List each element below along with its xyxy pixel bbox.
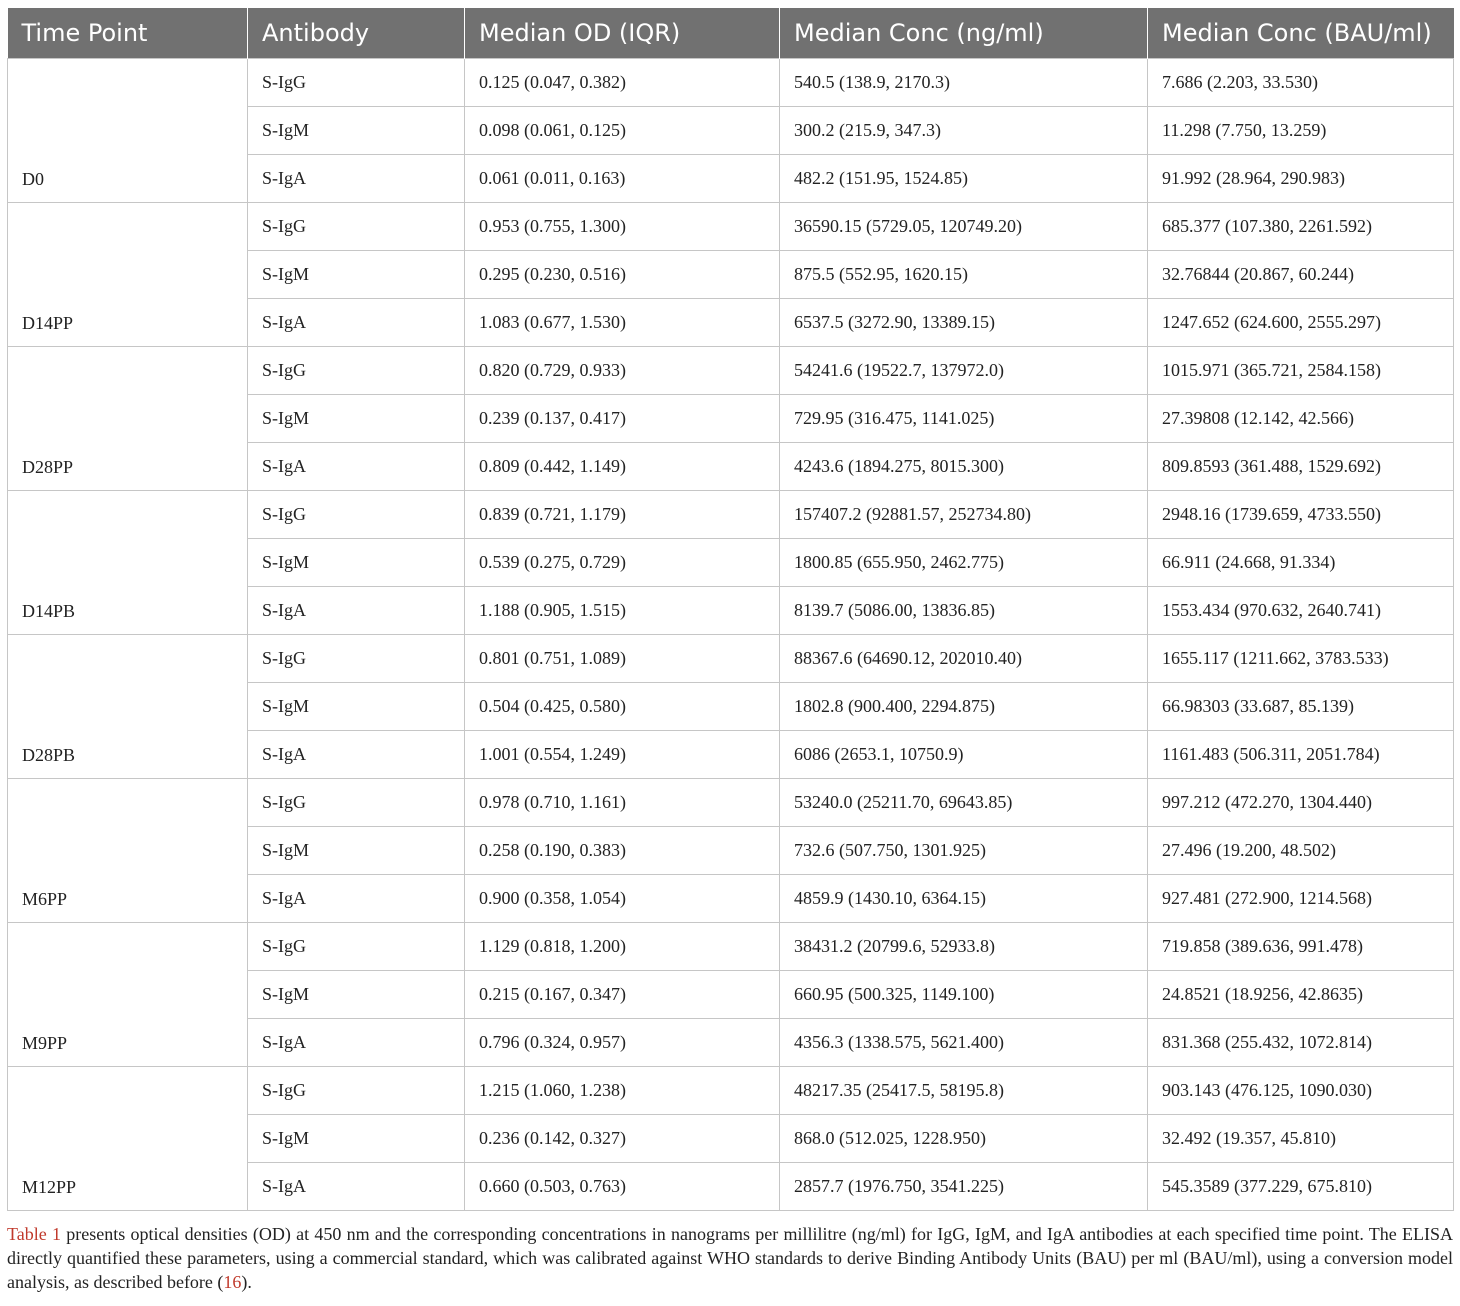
antibody-cell: S-IgA xyxy=(248,154,465,202)
median-od-cell: 0.539 (0.275, 0.729) xyxy=(465,538,780,586)
median-conc-bauml-cell: 1247.652 (624.600, 2555.297) xyxy=(1148,298,1454,346)
median-conc-bauml-cell: 1553.434 (970.632, 2640.741) xyxy=(1148,586,1454,634)
time-point-cell: D14PB xyxy=(8,490,248,634)
median-conc-bauml-cell: 1015.971 (365.721, 2584.158) xyxy=(1148,346,1454,394)
antibody-table xyxy=(7,8,1454,1211)
header-median-conc-ngml: Median Conc (ng/ml) xyxy=(780,8,1148,58)
median-od-cell: 0.098 (0.061, 0.125) xyxy=(465,106,780,154)
median-od-cell: 1.215 (1.060, 1.238) xyxy=(465,1066,780,1114)
median-conc-bauml-cell: 24.8521 (18.9256, 42.8635) xyxy=(1148,970,1454,1018)
header-median-conc-bauml: Median Conc (BAU/ml) xyxy=(1148,8,1454,58)
median-conc-ngml-cell: 660.95 (500.325, 1149.100) xyxy=(780,970,1148,1018)
antibody-cell: S-IgM xyxy=(248,538,465,586)
time-point-cell: D28PP xyxy=(8,346,248,490)
median-od-cell: 0.820 (0.729, 0.933) xyxy=(465,346,780,394)
median-od-cell: 0.061 (0.011, 0.163) xyxy=(465,154,780,202)
table-header-row xyxy=(8,8,1454,58)
time-point-cell: D14PP xyxy=(8,202,248,346)
median-conc-bauml-cell: 2948.16 (1739.659, 4733.550) xyxy=(1148,490,1454,538)
antibody-cell: S-IgM xyxy=(248,1114,465,1162)
median-conc-ngml-cell: 875.5 (552.95, 1620.15) xyxy=(780,250,1148,298)
table-row xyxy=(8,1066,1454,1114)
median-conc-bauml-cell: 32.492 (19.357, 45.810) xyxy=(1148,1114,1454,1162)
antibody-cell: S-IgM xyxy=(248,970,465,1018)
median-conc-bauml-cell: 685.377 (107.380, 2261.592) xyxy=(1148,202,1454,250)
time-point-cell: D0 xyxy=(8,58,248,202)
median-conc-bauml-cell: 831.368 (255.432, 1072.814) xyxy=(1148,1018,1454,1066)
antibody-cell: S-IgG xyxy=(248,58,465,106)
median-conc-bauml-cell: 1655.117 (1211.662, 3783.533) xyxy=(1148,634,1454,682)
antibody-cell: S-IgG xyxy=(248,1066,465,1114)
antibody-cell: S-IgG xyxy=(248,922,465,970)
median-conc-ngml-cell: 4356.3 (1338.575, 5621.400) xyxy=(780,1018,1148,1066)
table-body xyxy=(8,58,1454,1210)
median-conc-bauml-cell: 903.143 (476.125, 1090.030) xyxy=(1148,1066,1454,1114)
antibody-cell: S-IgM xyxy=(248,682,465,730)
median-conc-ngml-cell: 6086 (2653.1, 10750.9) xyxy=(780,730,1148,778)
table-link[interactable]: Table 1 xyxy=(7,1224,61,1244)
table-row xyxy=(8,490,1454,538)
median-od-cell: 0.215 (0.167, 0.347) xyxy=(465,970,780,1018)
reference-link[interactable]: 16 xyxy=(223,1272,242,1292)
median-conc-bauml-cell: 719.858 (389.636, 991.478) xyxy=(1148,922,1454,970)
median-conc-ngml-cell: 38431.2 (20799.6, 52933.8) xyxy=(780,922,1148,970)
antibody-cell: S-IgM xyxy=(248,826,465,874)
median-conc-ngml-cell: 4859.9 (1430.10, 6364.15) xyxy=(780,874,1148,922)
median-conc-bauml-cell: 32.76844 (20.867, 60.244) xyxy=(1148,250,1454,298)
antibody-cell: S-IgG xyxy=(248,634,465,682)
median-od-cell: 0.258 (0.190, 0.383) xyxy=(465,826,780,874)
table-row xyxy=(8,778,1454,826)
median-od-cell: 0.978 (0.710, 1.161) xyxy=(465,778,780,826)
table-row xyxy=(8,634,1454,682)
header-antibody: Antibody xyxy=(248,8,465,58)
median-conc-bauml-cell: 1161.483 (506.311, 2051.784) xyxy=(1148,730,1454,778)
median-od-cell: 1.001 (0.554, 1.249) xyxy=(465,730,780,778)
antibody-cell: S-IgA xyxy=(248,298,465,346)
median-od-cell: 0.236 (0.142, 0.327) xyxy=(465,1114,780,1162)
median-conc-ngml-cell: 88367.6 (64690.12, 202010.40) xyxy=(780,634,1148,682)
header-median-od: Median OD (IQR) xyxy=(465,8,780,58)
median-od-cell: 1.083 (0.677, 1.530) xyxy=(465,298,780,346)
antibody-cell: S-IgG xyxy=(248,490,465,538)
median-od-cell: 0.801 (0.751, 1.089) xyxy=(465,634,780,682)
table-row xyxy=(8,346,1454,394)
median-conc-bauml-cell: 927.481 (272.900, 1214.568) xyxy=(1148,874,1454,922)
antibody-cell: S-IgG xyxy=(248,346,465,394)
table-row xyxy=(8,922,1454,970)
median-od-cell: 0.839 (0.721, 1.179) xyxy=(465,490,780,538)
median-conc-ngml-cell: 2857.7 (1976.750, 3541.225) xyxy=(780,1162,1148,1210)
header-time-point: Time Point xyxy=(8,8,248,58)
time-point-cell: M12PP xyxy=(8,1066,248,1210)
table-caption xyxy=(7,1222,1453,1294)
median-od-cell: 0.953 (0.755, 1.300) xyxy=(465,202,780,250)
median-conc-bauml-cell: 66.911 (24.668, 91.334) xyxy=(1148,538,1454,586)
median-conc-ngml-cell: 4243.6 (1894.275, 8015.300) xyxy=(780,442,1148,490)
median-conc-ngml-cell: 540.5 (138.9, 2170.3) xyxy=(780,58,1148,106)
time-point-cell: M6PP xyxy=(8,778,248,922)
antibody-cell: S-IgM xyxy=(248,106,465,154)
median-conc-ngml-cell: 157407.2 (92881.57, 252734.80) xyxy=(780,490,1148,538)
median-conc-ngml-cell: 1802.8 (900.400, 2294.875) xyxy=(780,682,1148,730)
median-conc-ngml-cell: 53240.0 (25211.70, 69643.85) xyxy=(780,778,1148,826)
caption-text-a: presents optical densities (OD) at 450 nm and the corresponding concentrations in nanograms per millilitre (ng/ml) for IgG, IgM, and IgA antibodies at each specified time point. The ELISA directly quantified these parameters, using a commercial standard, which was calibrated against WHO standards to derive Binding Antibody Units (BAU) per ml (BAU/ml), using a conversion model analysis, as described before ( xyxy=(7,1224,1453,1292)
median-conc-bauml-cell: 7.686 (2.203, 33.530) xyxy=(1148,58,1454,106)
table-row xyxy=(8,58,1454,106)
median-conc-bauml-cell: 11.298 (7.750, 13.259) xyxy=(1148,106,1454,154)
median-conc-ngml-cell: 868.0 (512.025, 1228.950) xyxy=(780,1114,1148,1162)
median-conc-ngml-cell: 729.95 (316.475, 1141.025) xyxy=(780,394,1148,442)
antibody-cell: S-IgA xyxy=(248,874,465,922)
median-conc-ngml-cell: 732.6 (507.750, 1301.925) xyxy=(780,826,1148,874)
median-conc-bauml-cell: 66.98303 (33.687, 85.139) xyxy=(1148,682,1454,730)
antibody-cell: S-IgA xyxy=(248,442,465,490)
caption-text-b: ). xyxy=(241,1272,252,1292)
antibody-cell: S-IgG xyxy=(248,202,465,250)
antibody-cell: S-IgA xyxy=(248,586,465,634)
median-conc-bauml-cell: 27.39808 (12.142, 42.566) xyxy=(1148,394,1454,442)
median-conc-ngml-cell: 36590.15 (5729.05, 120749.20) xyxy=(780,202,1148,250)
median-conc-bauml-cell: 997.212 (472.270, 1304.440) xyxy=(1148,778,1454,826)
antibody-cell: S-IgA xyxy=(248,1018,465,1066)
median-conc-ngml-cell: 6537.5 (3272.90, 13389.15) xyxy=(780,298,1148,346)
median-od-cell: 0.809 (0.442, 1.149) xyxy=(465,442,780,490)
median-od-cell: 0.796 (0.324, 0.957) xyxy=(465,1018,780,1066)
median-conc-ngml-cell: 8139.7 (5086.00, 13836.85) xyxy=(780,586,1148,634)
median-conc-bauml-cell: 91.992 (28.964, 290.983) xyxy=(1148,154,1454,202)
data-table-wrapper xyxy=(7,8,1453,1211)
antibody-cell: S-IgM xyxy=(248,394,465,442)
median-od-cell: 0.900 (0.358, 1.054) xyxy=(465,874,780,922)
median-od-cell: 0.295 (0.230, 0.516) xyxy=(465,250,780,298)
median-od-cell: 1.188 (0.905, 1.515) xyxy=(465,586,780,634)
table-row xyxy=(8,202,1454,250)
median-conc-bauml-cell: 27.496 (19.200, 48.502) xyxy=(1148,826,1454,874)
median-conc-bauml-cell: 545.3589 (377.229, 675.810) xyxy=(1148,1162,1454,1210)
median-od-cell: 0.660 (0.503, 0.763) xyxy=(465,1162,780,1210)
median-od-cell: 0.504 (0.425, 0.580) xyxy=(465,682,780,730)
time-point-cell: M9PP xyxy=(8,922,248,1066)
median-conc-ngml-cell: 1800.85 (655.950, 2462.775) xyxy=(780,538,1148,586)
median-od-cell: 1.129 (0.818, 1.200) xyxy=(465,922,780,970)
time-point-cell: D28PB xyxy=(8,634,248,778)
median-od-cell: 0.239 (0.137, 0.417) xyxy=(465,394,780,442)
antibody-cell: S-IgG xyxy=(248,778,465,826)
antibody-cell: S-IgM xyxy=(248,250,465,298)
antibody-cell: S-IgA xyxy=(248,730,465,778)
median-conc-ngml-cell: 48217.35 (25417.5, 58195.8) xyxy=(780,1066,1148,1114)
median-conc-ngml-cell: 54241.6 (19522.7, 137972.0) xyxy=(780,346,1148,394)
antibody-cell: S-IgA xyxy=(248,1162,465,1210)
median-od-cell: 0.125 (0.047, 0.382) xyxy=(465,58,780,106)
median-conc-ngml-cell: 300.2 (215.9, 347.3) xyxy=(780,106,1148,154)
median-conc-bauml-cell: 809.8593 (361.488, 1529.692) xyxy=(1148,442,1454,490)
median-conc-ngml-cell: 482.2 (151.95, 1524.85) xyxy=(780,154,1148,202)
